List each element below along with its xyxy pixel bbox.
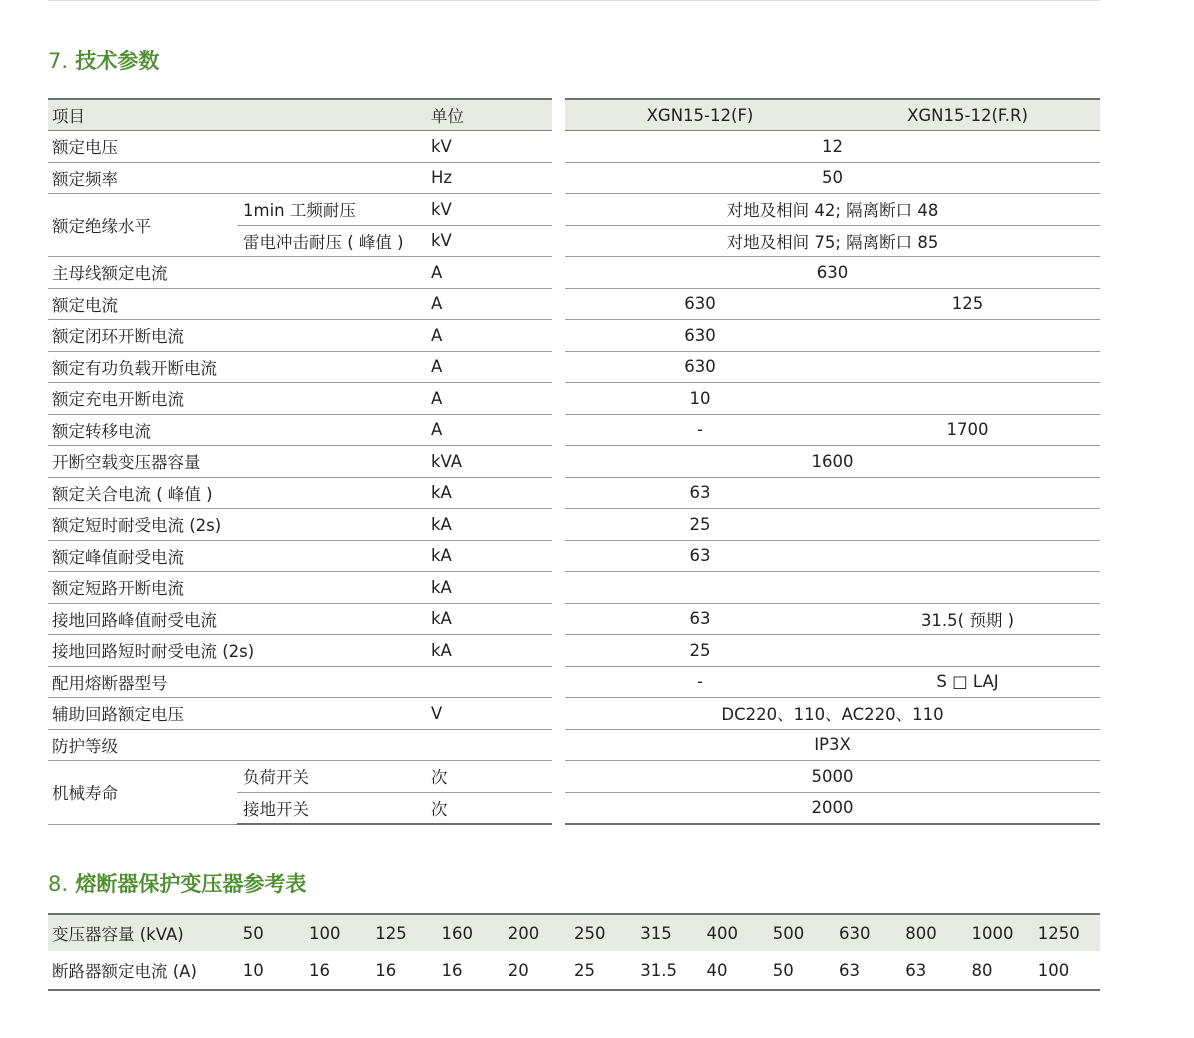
fuse-reference-table bbox=[48, 913, 1100, 991]
param-name: 防护等级 bbox=[48, 729, 427, 761]
param-row bbox=[48, 635, 552, 667]
value-model-fr bbox=[835, 540, 1100, 572]
param-row bbox=[48, 477, 552, 509]
value-row bbox=[565, 162, 1100, 194]
capacity-cell: 100 bbox=[305, 914, 371, 951]
param-unit: kV bbox=[427, 194, 552, 226]
value-model-f bbox=[565, 572, 835, 604]
model-header-row bbox=[565, 99, 1100, 131]
param-unit bbox=[427, 666, 552, 698]
current-cell: 50 bbox=[769, 951, 835, 990]
param-row bbox=[48, 162, 552, 194]
param-name: 额定频率 bbox=[48, 162, 427, 194]
value-model-fr: 125 bbox=[835, 288, 1100, 320]
value-row bbox=[565, 698, 1100, 730]
value-row bbox=[565, 572, 1100, 604]
value-model-f: 25 bbox=[565, 635, 835, 667]
current-cell: 40 bbox=[702, 951, 768, 990]
value-row bbox=[565, 509, 1100, 541]
param-unit: kA bbox=[427, 635, 552, 667]
param-name: 额定关合电流 ( 峰值 ) bbox=[48, 477, 427, 509]
capacity-cell: 315 bbox=[636, 914, 702, 951]
param-name: 额定电压 bbox=[48, 131, 427, 163]
param-row bbox=[48, 320, 552, 352]
param-name: 额定闭环开断电流 bbox=[48, 320, 427, 352]
param-name: 额定绝缘水平 bbox=[48, 194, 237, 257]
value-model-f: 10 bbox=[565, 383, 835, 415]
param-unit: A bbox=[427, 383, 552, 415]
param-value: DC220、110、AC220、110 bbox=[565, 698, 1100, 730]
section-8-title bbox=[48, 868, 306, 898]
param-value: 5000 bbox=[565, 761, 1100, 793]
param-unit: A bbox=[427, 288, 552, 320]
param-value: 2000 bbox=[565, 792, 1100, 824]
param-value: 12 bbox=[565, 131, 1100, 163]
section-7-title bbox=[48, 45, 159, 75]
capacity-cell: 800 bbox=[901, 914, 967, 951]
param-value: 对地及相间 75; 隔离断口 85 bbox=[565, 225, 1100, 257]
capacity-cell: 630 bbox=[835, 914, 901, 951]
param-unit: kA bbox=[427, 603, 552, 635]
param-name: 机械寿命 bbox=[48, 761, 237, 825]
section-8-text: 熔断器保护变压器参考表 bbox=[75, 872, 307, 896]
param-unit: A bbox=[427, 320, 552, 352]
capacity-cell: 160 bbox=[437, 914, 503, 951]
param-value: 630 bbox=[565, 257, 1100, 289]
capacity-cell: 125 bbox=[371, 914, 437, 951]
value-row bbox=[565, 477, 1100, 509]
section-7-text: 技术参数 bbox=[75, 49, 160, 73]
current-cell: 25 bbox=[570, 951, 636, 990]
value-model-f: 25 bbox=[565, 509, 835, 541]
param-unit: 次 bbox=[427, 761, 552, 793]
value-row bbox=[565, 288, 1100, 320]
param-row bbox=[48, 603, 552, 635]
value-row bbox=[565, 351, 1100, 383]
param-name: 额定有功负载开断电流 bbox=[48, 351, 427, 383]
capacity-cell: 500 bbox=[769, 914, 835, 951]
capacity-cell: 400 bbox=[702, 914, 768, 951]
params-right-table bbox=[565, 98, 1100, 825]
capacity-cell: 250 bbox=[570, 914, 636, 951]
param-unit: kV bbox=[427, 225, 552, 257]
param-subname: 接地开关 bbox=[237, 792, 427, 824]
value-model-fr bbox=[835, 477, 1100, 509]
value-model-fr bbox=[835, 383, 1100, 415]
value-model-fr bbox=[835, 320, 1100, 352]
params-header-row bbox=[48, 99, 552, 131]
value-row bbox=[565, 257, 1100, 289]
current-cell: 63 bbox=[901, 951, 967, 990]
param-unit: Hz bbox=[427, 162, 552, 194]
param-row bbox=[48, 509, 552, 541]
param-row bbox=[48, 540, 552, 572]
value-row bbox=[565, 729, 1100, 761]
capacity-cell: 50 bbox=[239, 914, 305, 951]
param-subname: 雷电冲击耐压 ( 峰值 ) bbox=[237, 225, 427, 257]
param-name: 额定转移电流 bbox=[48, 414, 427, 446]
param-unit bbox=[427, 729, 552, 761]
value-model-f: - bbox=[565, 414, 835, 446]
current-cell: 80 bbox=[967, 951, 1033, 990]
param-unit: A bbox=[427, 414, 552, 446]
param-row bbox=[48, 414, 552, 446]
param-row bbox=[48, 666, 552, 698]
value-row bbox=[565, 320, 1100, 352]
param-row bbox=[48, 194, 552, 226]
value-row bbox=[565, 194, 1100, 226]
param-value: 50 bbox=[565, 162, 1100, 194]
param-row bbox=[48, 288, 552, 320]
param-name: 辅助回路额定电压 bbox=[48, 698, 427, 730]
value-row bbox=[565, 446, 1100, 478]
param-name: 接地回路短时耐受电流 (2s) bbox=[48, 635, 427, 667]
param-name: 额定充电开断电流 bbox=[48, 383, 427, 415]
param-row bbox=[48, 729, 552, 761]
param-unit: 次 bbox=[427, 792, 552, 824]
param-unit: kA bbox=[427, 477, 552, 509]
capacity-row bbox=[48, 914, 1100, 951]
current-cell: 20 bbox=[504, 951, 570, 990]
current-cell: 16 bbox=[371, 951, 437, 990]
param-row bbox=[48, 351, 552, 383]
param-unit: A bbox=[427, 351, 552, 383]
param-row bbox=[48, 257, 552, 289]
value-model-fr bbox=[835, 635, 1100, 667]
current-cell: 31.5 bbox=[636, 951, 702, 990]
header-model-fr: XGN15-12(F.R) bbox=[835, 99, 1100, 131]
current-cell: 16 bbox=[437, 951, 503, 990]
current-label: 断路器额定电流 (A) bbox=[48, 951, 239, 990]
param-unit: A bbox=[427, 257, 552, 289]
value-model-fr: 31.5( 预期 ) bbox=[835, 603, 1100, 635]
value-row bbox=[565, 635, 1100, 667]
param-unit: kA bbox=[427, 572, 552, 604]
value-model-fr bbox=[835, 351, 1100, 383]
param-subname: 1min 工频耐压 bbox=[237, 194, 427, 226]
top-divider bbox=[48, 0, 1100, 1]
capacity-label: 变压器容量 (kVA) bbox=[48, 914, 239, 951]
current-cell: 10 bbox=[239, 951, 305, 990]
value-model-f: 63 bbox=[565, 540, 835, 572]
value-row bbox=[565, 761, 1100, 793]
value-model-fr bbox=[835, 572, 1100, 604]
param-row bbox=[48, 698, 552, 730]
value-model-fr: 1700 bbox=[835, 414, 1100, 446]
header-unit: 单位 bbox=[427, 99, 552, 131]
value-model-fr bbox=[835, 509, 1100, 541]
param-name: 额定电流 bbox=[48, 288, 427, 320]
header-item: 项目 bbox=[48, 99, 427, 131]
header-model-f: XGN15-12(F) bbox=[565, 99, 835, 131]
param-value: 对地及相间 42; 隔离断口 48 bbox=[565, 194, 1100, 226]
param-subname: 负荷开关 bbox=[237, 761, 427, 793]
value-model-f: 63 bbox=[565, 603, 835, 635]
capacity-cell: 200 bbox=[504, 914, 570, 951]
capacity-cell: 1000 bbox=[967, 914, 1033, 951]
current-cell: 63 bbox=[835, 951, 901, 990]
value-model-f: 630 bbox=[565, 320, 835, 352]
param-row bbox=[48, 761, 552, 793]
param-unit: kV bbox=[427, 131, 552, 163]
param-row bbox=[48, 383, 552, 415]
param-name: 额定短路开断电流 bbox=[48, 572, 427, 604]
params-left-table bbox=[48, 98, 552, 825]
param-unit: kA bbox=[427, 509, 552, 541]
param-row bbox=[48, 446, 552, 478]
param-name: 额定短时耐受电流 (2s) bbox=[48, 509, 427, 541]
param-unit: V bbox=[427, 698, 552, 730]
param-row bbox=[48, 131, 552, 163]
value-row bbox=[565, 792, 1100, 824]
section-7-number: 7. bbox=[48, 49, 69, 73]
param-name: 额定峰值耐受电流 bbox=[48, 540, 427, 572]
capacity-cell: 1250 bbox=[1034, 914, 1100, 951]
param-row bbox=[48, 572, 552, 604]
current-cell: 100 bbox=[1034, 951, 1100, 990]
value-row bbox=[565, 383, 1100, 415]
value-model-fr: S □ LAJ bbox=[835, 666, 1100, 698]
param-name: 配用熔断器型号 bbox=[48, 666, 427, 698]
value-row bbox=[565, 414, 1100, 446]
value-model-f: - bbox=[565, 666, 835, 698]
section-8-number: 8. bbox=[48, 872, 69, 896]
param-name: 开断空载变压器容量 bbox=[48, 446, 427, 478]
param-name: 接地回路峰值耐受电流 bbox=[48, 603, 427, 635]
param-unit: kVA bbox=[427, 446, 552, 478]
value-row bbox=[565, 666, 1100, 698]
value-row bbox=[565, 603, 1100, 635]
param-value: IP3X bbox=[565, 729, 1100, 761]
param-name: 主母线额定电流 bbox=[48, 257, 427, 289]
value-row bbox=[565, 225, 1100, 257]
current-row bbox=[48, 951, 1100, 990]
param-unit: kA bbox=[427, 540, 552, 572]
value-row bbox=[565, 540, 1100, 572]
param-value: 1600 bbox=[565, 446, 1100, 478]
value-model-f: 63 bbox=[565, 477, 835, 509]
value-row bbox=[565, 131, 1100, 163]
value-model-f: 630 bbox=[565, 351, 835, 383]
value-model-f: 630 bbox=[565, 288, 835, 320]
current-cell: 16 bbox=[305, 951, 371, 990]
